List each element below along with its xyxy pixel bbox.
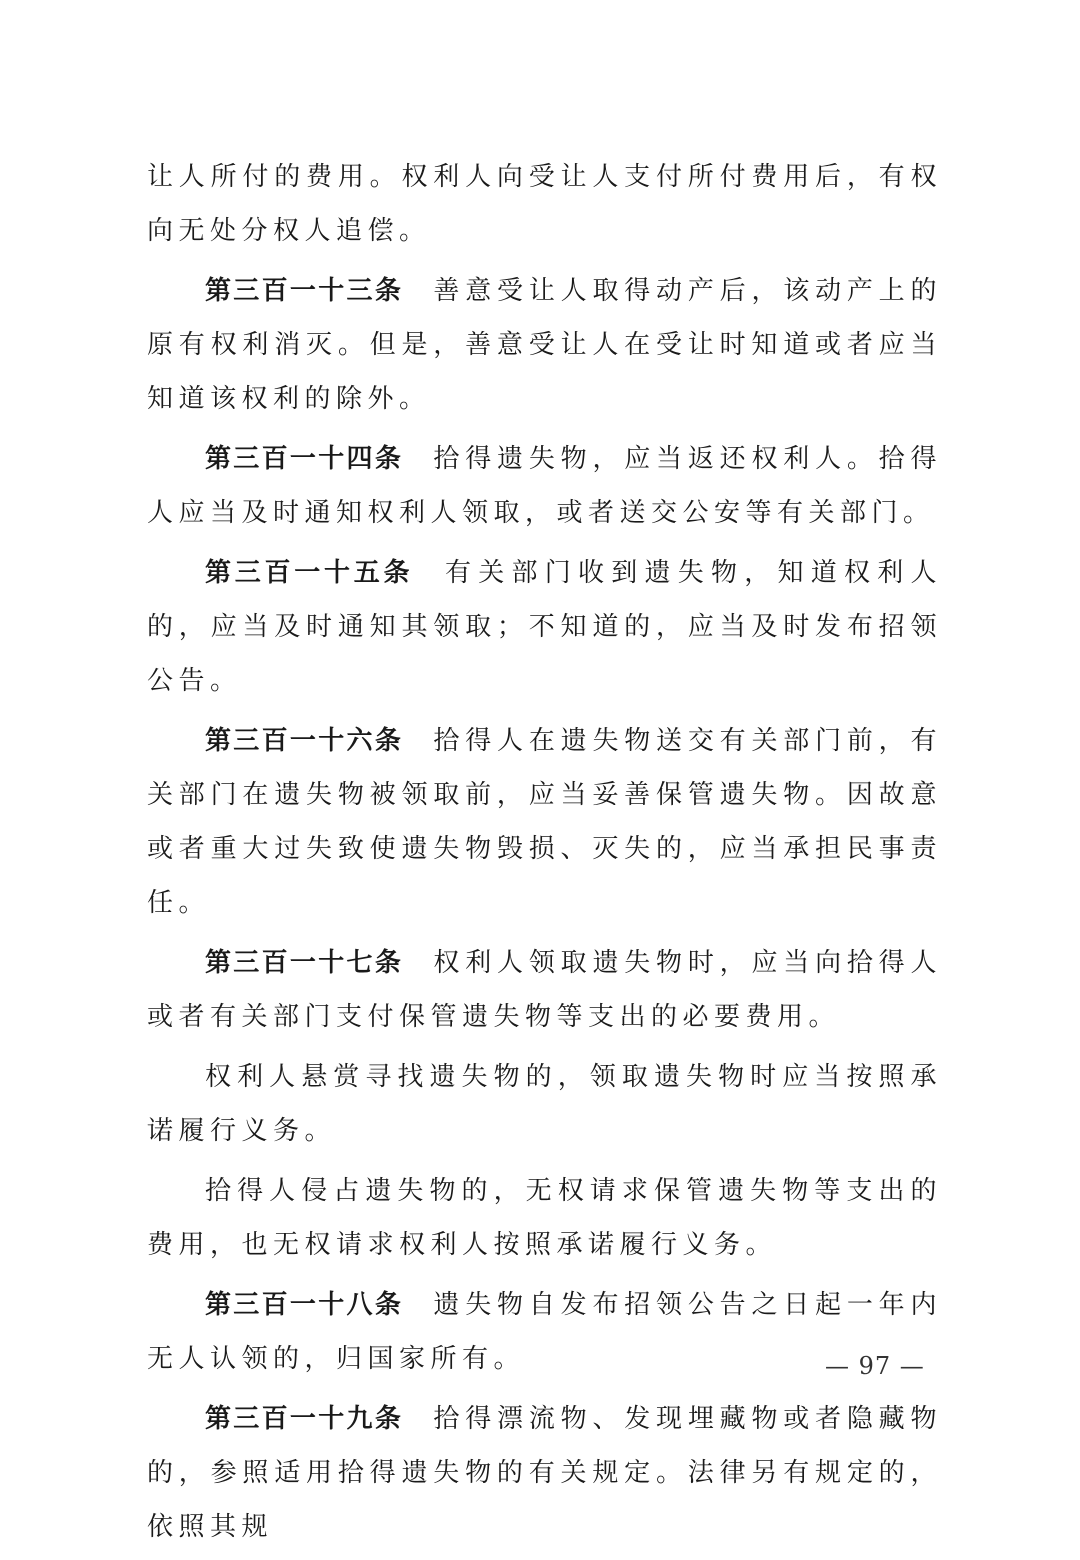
article-text: 遗失物自发布招领公告之日起一年内无人认领的，归国家所有。 [147,1290,942,1374]
article-315 [147,546,942,708]
article-text: 拾得遗失物，应当返还权利人。拾得人应当及时通知权利人领取，或者送交公安等有关部门。 [147,444,942,528]
article-heading: 第三百一十八条 [205,1290,404,1320]
article-text: 拾得人在遗失物送交有关部门前，有关部门在遗失物被领取前，应当妥善保管遗失物。因故意或者重大过失致使遗失物毁损、灭失的，应当承担民事责任。 [147,726,942,918]
article-317-clause-2 [147,1050,942,1158]
article-text: 拾得漂流物、发现埋藏物或者隐藏物的，参照适用拾得遗失物的有关规定。法律另有规定的，依照其规 [147,1404,942,1542]
article-text: 权利人领取遗失物时，应当向拾得人或者有关部门支付保管遗失物等支出的必要费用。 [147,948,942,1032]
article-317-clause-3 [147,1164,942,1272]
article-313 [147,264,942,426]
paragraph-text: 让人所付的费用。权利人向受让人支付所付费用后，有权向无处分权人追偿。 [147,162,942,246]
article-314 [147,432,942,540]
article-heading: 第三百一十四条 [205,444,404,474]
article-heading: 第三百一十五条 [205,558,414,588]
article-heading: 第三百一十七条 [205,948,404,978]
article-319 [147,1392,942,1554]
article-316 [147,714,942,930]
article-318 [147,1278,942,1386]
article-heading: 第三百一十六条 [205,726,404,756]
paragraph-text: 权利人悬赏寻找遗失物的，领取遗失物时应当按照承诺履行义务。 [147,1062,942,1146]
article-text: 善意受让人取得动产后，该动产上的原有权利消灭。但是，善意受让人在受让时知道或者应当知道该权利的除外。 [147,276,942,414]
paragraph-text: 拾得人侵占遗失物的，无权请求保管遗失物等支出的费用，也无权请求权利人按照承诺履行义务。 [147,1176,942,1260]
article-heading: 第三百一十九条 [205,1404,404,1434]
document-body [147,150,942,1560]
paragraph [147,150,942,258]
page-number: — 97 — [825,1352,925,1380]
article-317 [147,936,942,1044]
article-heading: 第三百一十三条 [205,276,404,306]
article-text: 有关部门收到遗失物，知道权利人的，应当及时通知其领取；不知道的，应当及时发布招领公告。 [147,558,942,696]
